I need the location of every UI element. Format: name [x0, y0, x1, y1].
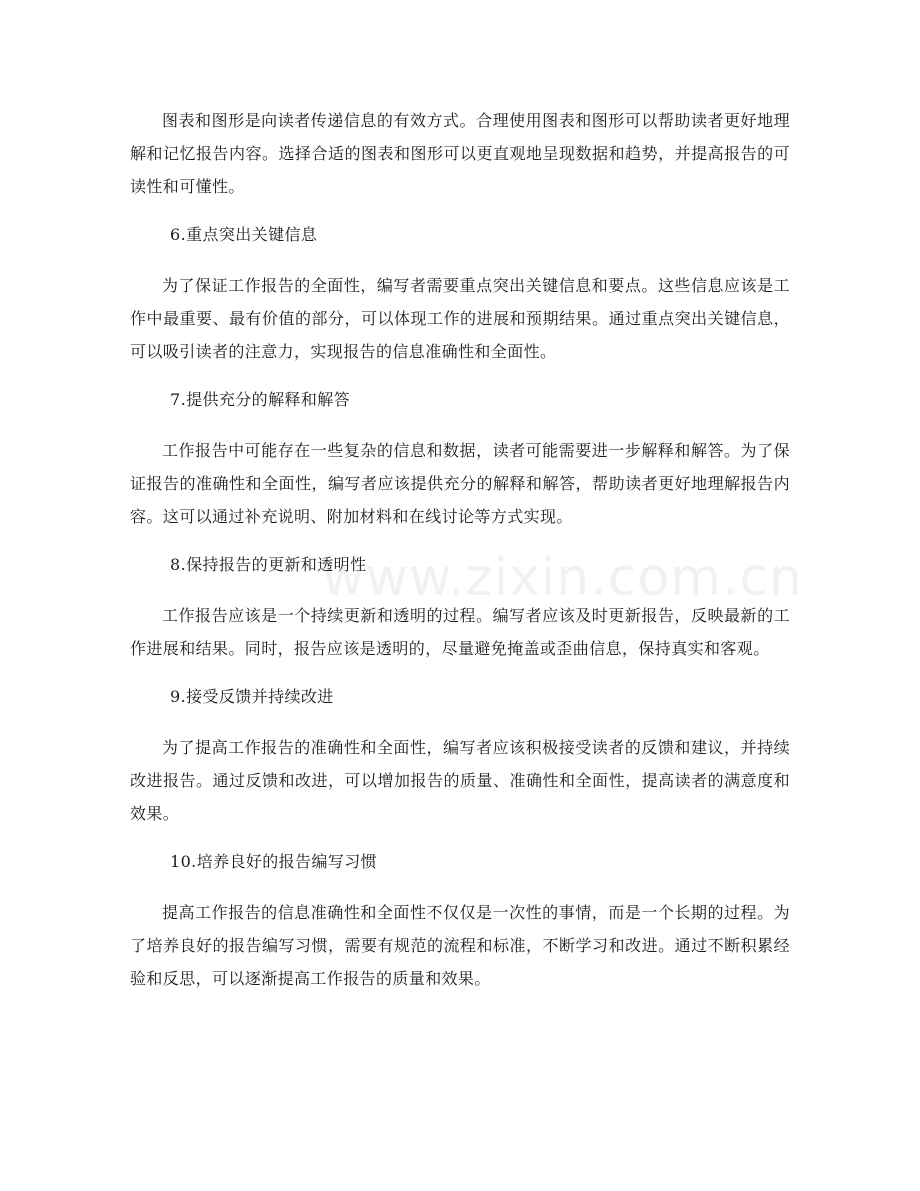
watermark-text: www.zixin.com.cn — [322, 548, 803, 608]
paragraph-section-9: 为了提高工作报告的准确性和全面性，编写者应该积极接受读者的反馈和建议，并持续改进报告。通过反馈和改进，可以增加报告的质量、准确性和全面性，提高读者的满意度和效果。 — [130, 738, 790, 823]
section-heading-9: 9.接受反馈并持续改进 — [170, 687, 334, 706]
paragraph-section-10: 提高工作报告的信息准确性和全面性不仅仅是一次性的事情，而是一个长期的过程。为了培养良好的报告编写习惯，需要有规范的流程和标准，不断学习和改进。通过不断积累经验和反思，可以逐渐提高工作报告的质量和效果。 — [130, 903, 790, 988]
paragraph-charts: 图表和图形是向读者传递信息的有效方式。合理使用图表和图形可以帮助读者更好地理解和记忆报告内容。选择合适的图表和图形可以更直观地呈现数据和趋势，并提高报告的可读性和可懂性。 — [130, 111, 790, 196]
section-heading-8: 8.保持报告的更新和透明性 — [170, 555, 367, 574]
section-heading-10: 10.培养良好的报告编写习惯 — [170, 852, 378, 871]
section-heading-7: 7.提供充分的解释和解答 — [170, 390, 351, 409]
paragraph-section-7: 工作报告中可能存在一些复杂的信息和数据，读者可能需要进一步解释和解答。为了保证报告的准确性和全面性，编写者应该提供充分的解释和解答，帮助读者更好地理解报告内容。这可以通过补充说明、附加材料和在线讨论等方式实现。 — [130, 441, 790, 526]
section-heading-6: 6.重点突出关键信息 — [170, 225, 318, 244]
document-body — [130, 104, 790, 995]
paragraph-section-6: 为了保证工作报告的全面性，编写者需要重点突出关键信息和要点。这些信息应该是工作中最重要、最有价值的部分，可以体现工作的进展和预期结果。通过重点突出关键信息，可以吸引读者的注意力，实现报告的信息准确性和全面性。 — [130, 276, 790, 361]
paragraph-section-8: 工作报告应该是一个持续更新和透明的过程。编写者应该及时更新报告，反映最新的工作进展和结果。同时，报告应该是透明的，尽量避免掩盖或歪曲信息，保持真实和客观。 — [130, 606, 790, 658]
